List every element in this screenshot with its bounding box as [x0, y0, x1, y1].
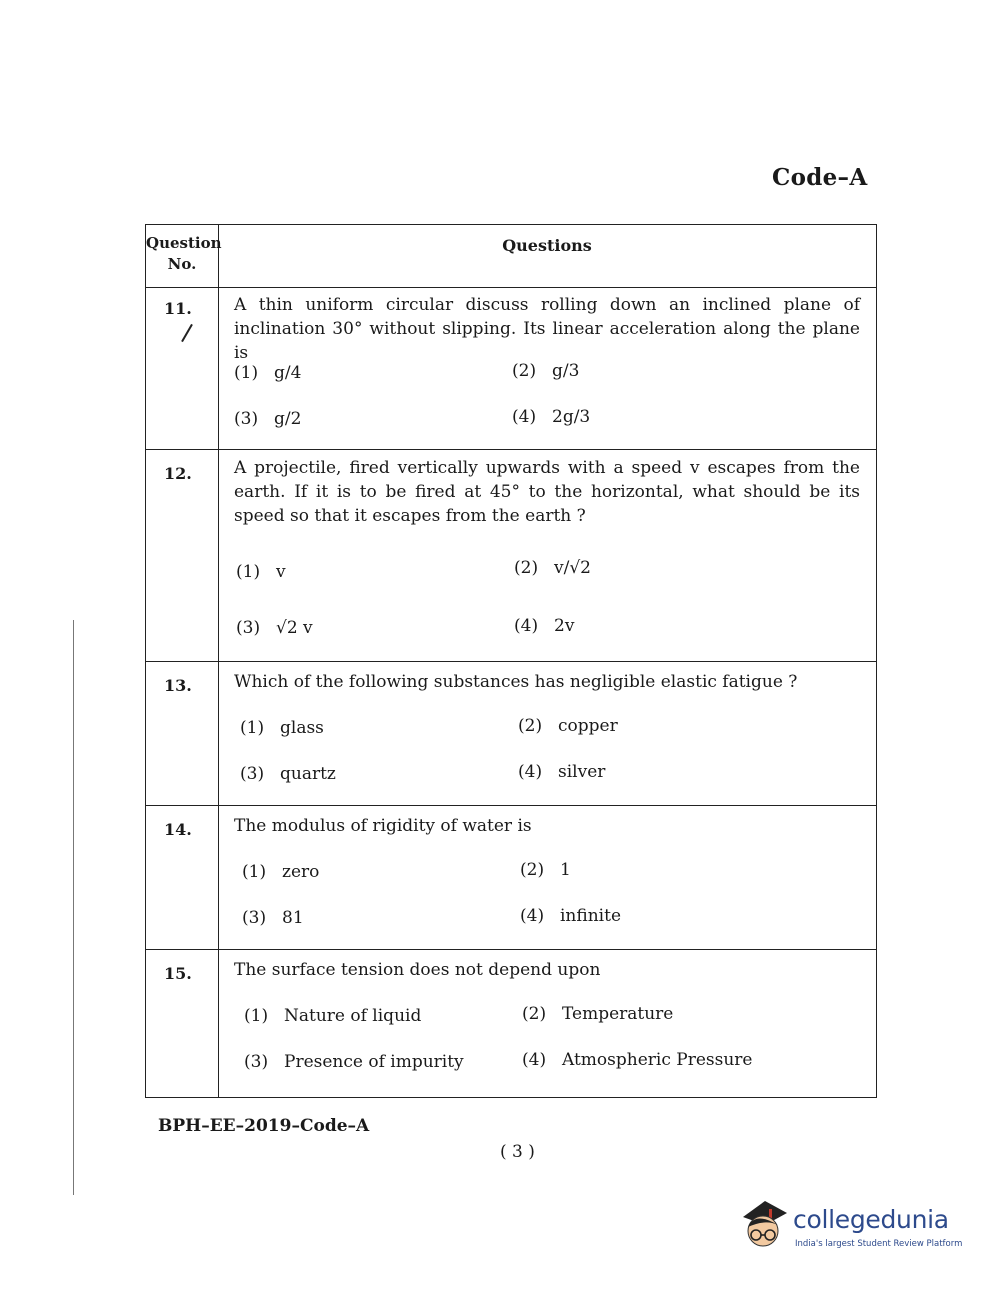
paper-code: Code–A: [772, 164, 868, 191]
option-4: (4) silver: [518, 762, 606, 782]
question-text: The surface tension does not depend upon: [234, 960, 601, 980]
brand-tagline: India's largest Student Review Platform: [795, 1239, 963, 1249]
question-text: Which of the following substances has negligible elastic fatigue ?: [234, 672, 798, 692]
pen-mark: [181, 324, 193, 342]
option-3: (3) 81: [242, 908, 304, 928]
question-row: [146, 661, 876, 806]
question-text: A projectile, fired vertically upwards with a speed v escapes from the earth. If it is to be fired at 45° to the horizontal, what should be its speed so that it escapes from the earth ?: [234, 458, 860, 526]
question-table: [145, 224, 877, 1098]
question-number: 14.: [164, 820, 192, 839]
brand-name: collegedunia: [793, 1205, 949, 1234]
option-3: (3) g/2: [234, 409, 302, 429]
brand-logo: [735, 1197, 963, 1257]
question-number: 11.: [164, 299, 192, 318]
header-questions: Questions: [502, 236, 592, 255]
option-2: (2) copper: [518, 716, 618, 736]
question-number: 15.: [164, 964, 192, 983]
option-2: (2) v/√2: [514, 558, 591, 578]
option-1: (1) g/4: [234, 363, 302, 383]
header-question-no: Question No.: [146, 234, 222, 273]
option-3: (3) quartz: [240, 764, 336, 784]
option-2: (2) 1: [520, 860, 571, 880]
option-1: (1) glass: [240, 718, 324, 738]
option-1: (1) zero: [242, 862, 320, 882]
option-1: (1) v: [236, 562, 286, 582]
page-number: ( 3 ): [500, 1142, 535, 1162]
question-text: The modulus of rigidity of water is: [234, 816, 532, 836]
option-3: (3) √2 v: [236, 618, 313, 638]
question-text: A thin uniform circular discuss rolling down an inclined plane of inclination 30° without slipping. Its linear acceleration along the plane is: [234, 295, 860, 363]
option-3: (3) Presence of impurity: [244, 1052, 464, 1072]
question-row: [146, 449, 876, 662]
option-4: (4) 2v: [514, 616, 575, 636]
mascot-icon: [735, 1197, 791, 1257]
question-number: 13.: [164, 676, 192, 695]
table-header: [146, 225, 876, 288]
option-4: (4) infinite: [520, 906, 622, 926]
option-2: (2) Temperature: [522, 1004, 674, 1024]
option-1: (1) Nature of liquid: [244, 1006, 422, 1026]
question-row: [146, 805, 876, 950]
option-2: (2) g/3: [512, 361, 580, 381]
footer-paper-code: BPH–EE–2019–Code–A: [158, 1116, 370, 1136]
option-4: (4) Atmospheric Pressure: [522, 1050, 753, 1070]
scan-margin-line: [73, 620, 74, 1195]
question-row: [146, 287, 876, 449]
question-row: [146, 949, 876, 1100]
option-4: (4) 2g/3: [512, 407, 591, 427]
question-number: 12.: [164, 464, 192, 483]
